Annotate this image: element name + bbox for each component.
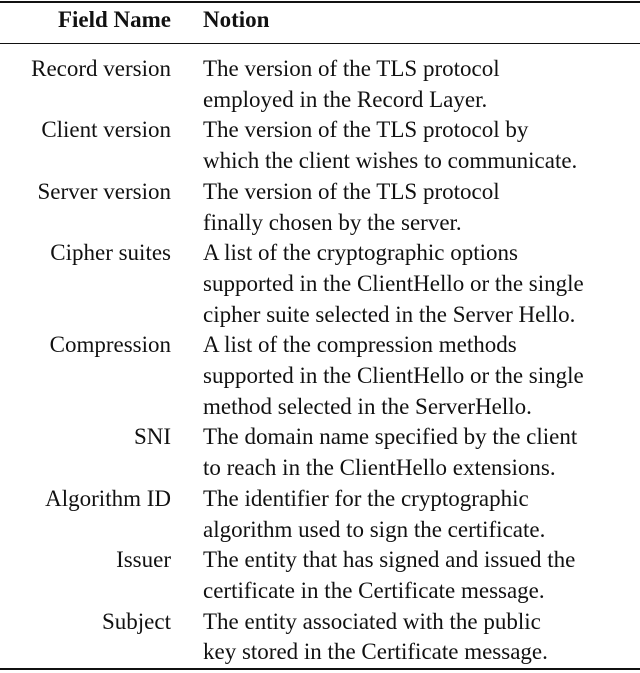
- notion-line: which the client wishes to communicate.: [203, 148, 578, 174]
- table-header: [0, 7, 640, 39]
- table-row: [0, 484, 640, 545]
- table-row: [0, 330, 640, 422]
- table-row: [0, 422, 640, 483]
- notion-cell: [203, 330, 633, 422]
- notion-line: The version of the TLS protocol: [203, 178, 500, 204]
- field-name-cell: SNI: [133, 424, 171, 450]
- notion-cell: [203, 238, 633, 330]
- notion-cell: [203, 484, 633, 545]
- notion-line: finally chosen by the server.: [203, 209, 462, 235]
- notion-line: A list of the cryptographic options: [203, 240, 518, 266]
- table-row: [0, 238, 640, 330]
- notion-line: certificate in the Certificate message.: [203, 577, 545, 603]
- field-name-cell: Compression: [49, 332, 171, 358]
- field-name-cell: Algorithm ID: [45, 485, 171, 511]
- field-name-cell: Server version: [37, 178, 171, 204]
- field-name-cell: Record version: [31, 56, 171, 81]
- table-body: [0, 54, 640, 668]
- notion-line: employed in the Record Layer.: [203, 86, 488, 112]
- field-name-cell: Issuer: [116, 547, 171, 573]
- notion-line: The version of the TLS protocol: [203, 56, 500, 81]
- notion-line: The entity associated with the public: [203, 608, 541, 634]
- header-field-name: Field Name: [57, 7, 171, 32]
- field-name-cell: Client version: [41, 117, 171, 143]
- notion-line: key stored in the Certificate message.: [203, 639, 548, 665]
- table-row: [0, 115, 640, 176]
- notion-line: The identifier for the cryptographic: [203, 485, 529, 511]
- notion-line: supported in the ClientHello or the single: [203, 363, 584, 389]
- notion-line: The domain name specified by the client: [203, 424, 578, 450]
- notion-cell: [203, 545, 633, 606]
- notion-cell: [203, 422, 633, 483]
- bottom-rule: [0, 668, 640, 670]
- table-row: [0, 54, 640, 115]
- notion-cell: [203, 177, 633, 238]
- notion-line: to reach in the ClientHello extensions.: [203, 455, 556, 481]
- field-name-cell: Subject: [102, 608, 171, 634]
- top-rule: [0, 1, 640, 3]
- notion-line: algorithm used to sign the certificate.: [203, 516, 546, 542]
- notion-line: cipher suite selected in the Server Hello.: [203, 301, 576, 327]
- table-row: [0, 177, 640, 238]
- field-name-cell: Cipher suites: [50, 240, 171, 266]
- table-row: [0, 607, 640, 668]
- notion-line: A list of the compression methods: [203, 332, 517, 358]
- notion-cell: [203, 607, 633, 668]
- notion-line: method selected in the ServerHello.: [203, 393, 532, 419]
- notion-line: The entity that has signed and issued the: [203, 547, 576, 573]
- table-row: [0, 545, 640, 606]
- notion-line: The version of the TLS protocol by: [203, 117, 529, 143]
- header-notion: Notion: [203, 7, 270, 32]
- header-rule: [0, 43, 640, 44]
- notion-cell: [203, 115, 633, 176]
- notion-cell: [203, 54, 633, 115]
- notion-line: supported in the ClientHello or the single: [203, 270, 584, 296]
